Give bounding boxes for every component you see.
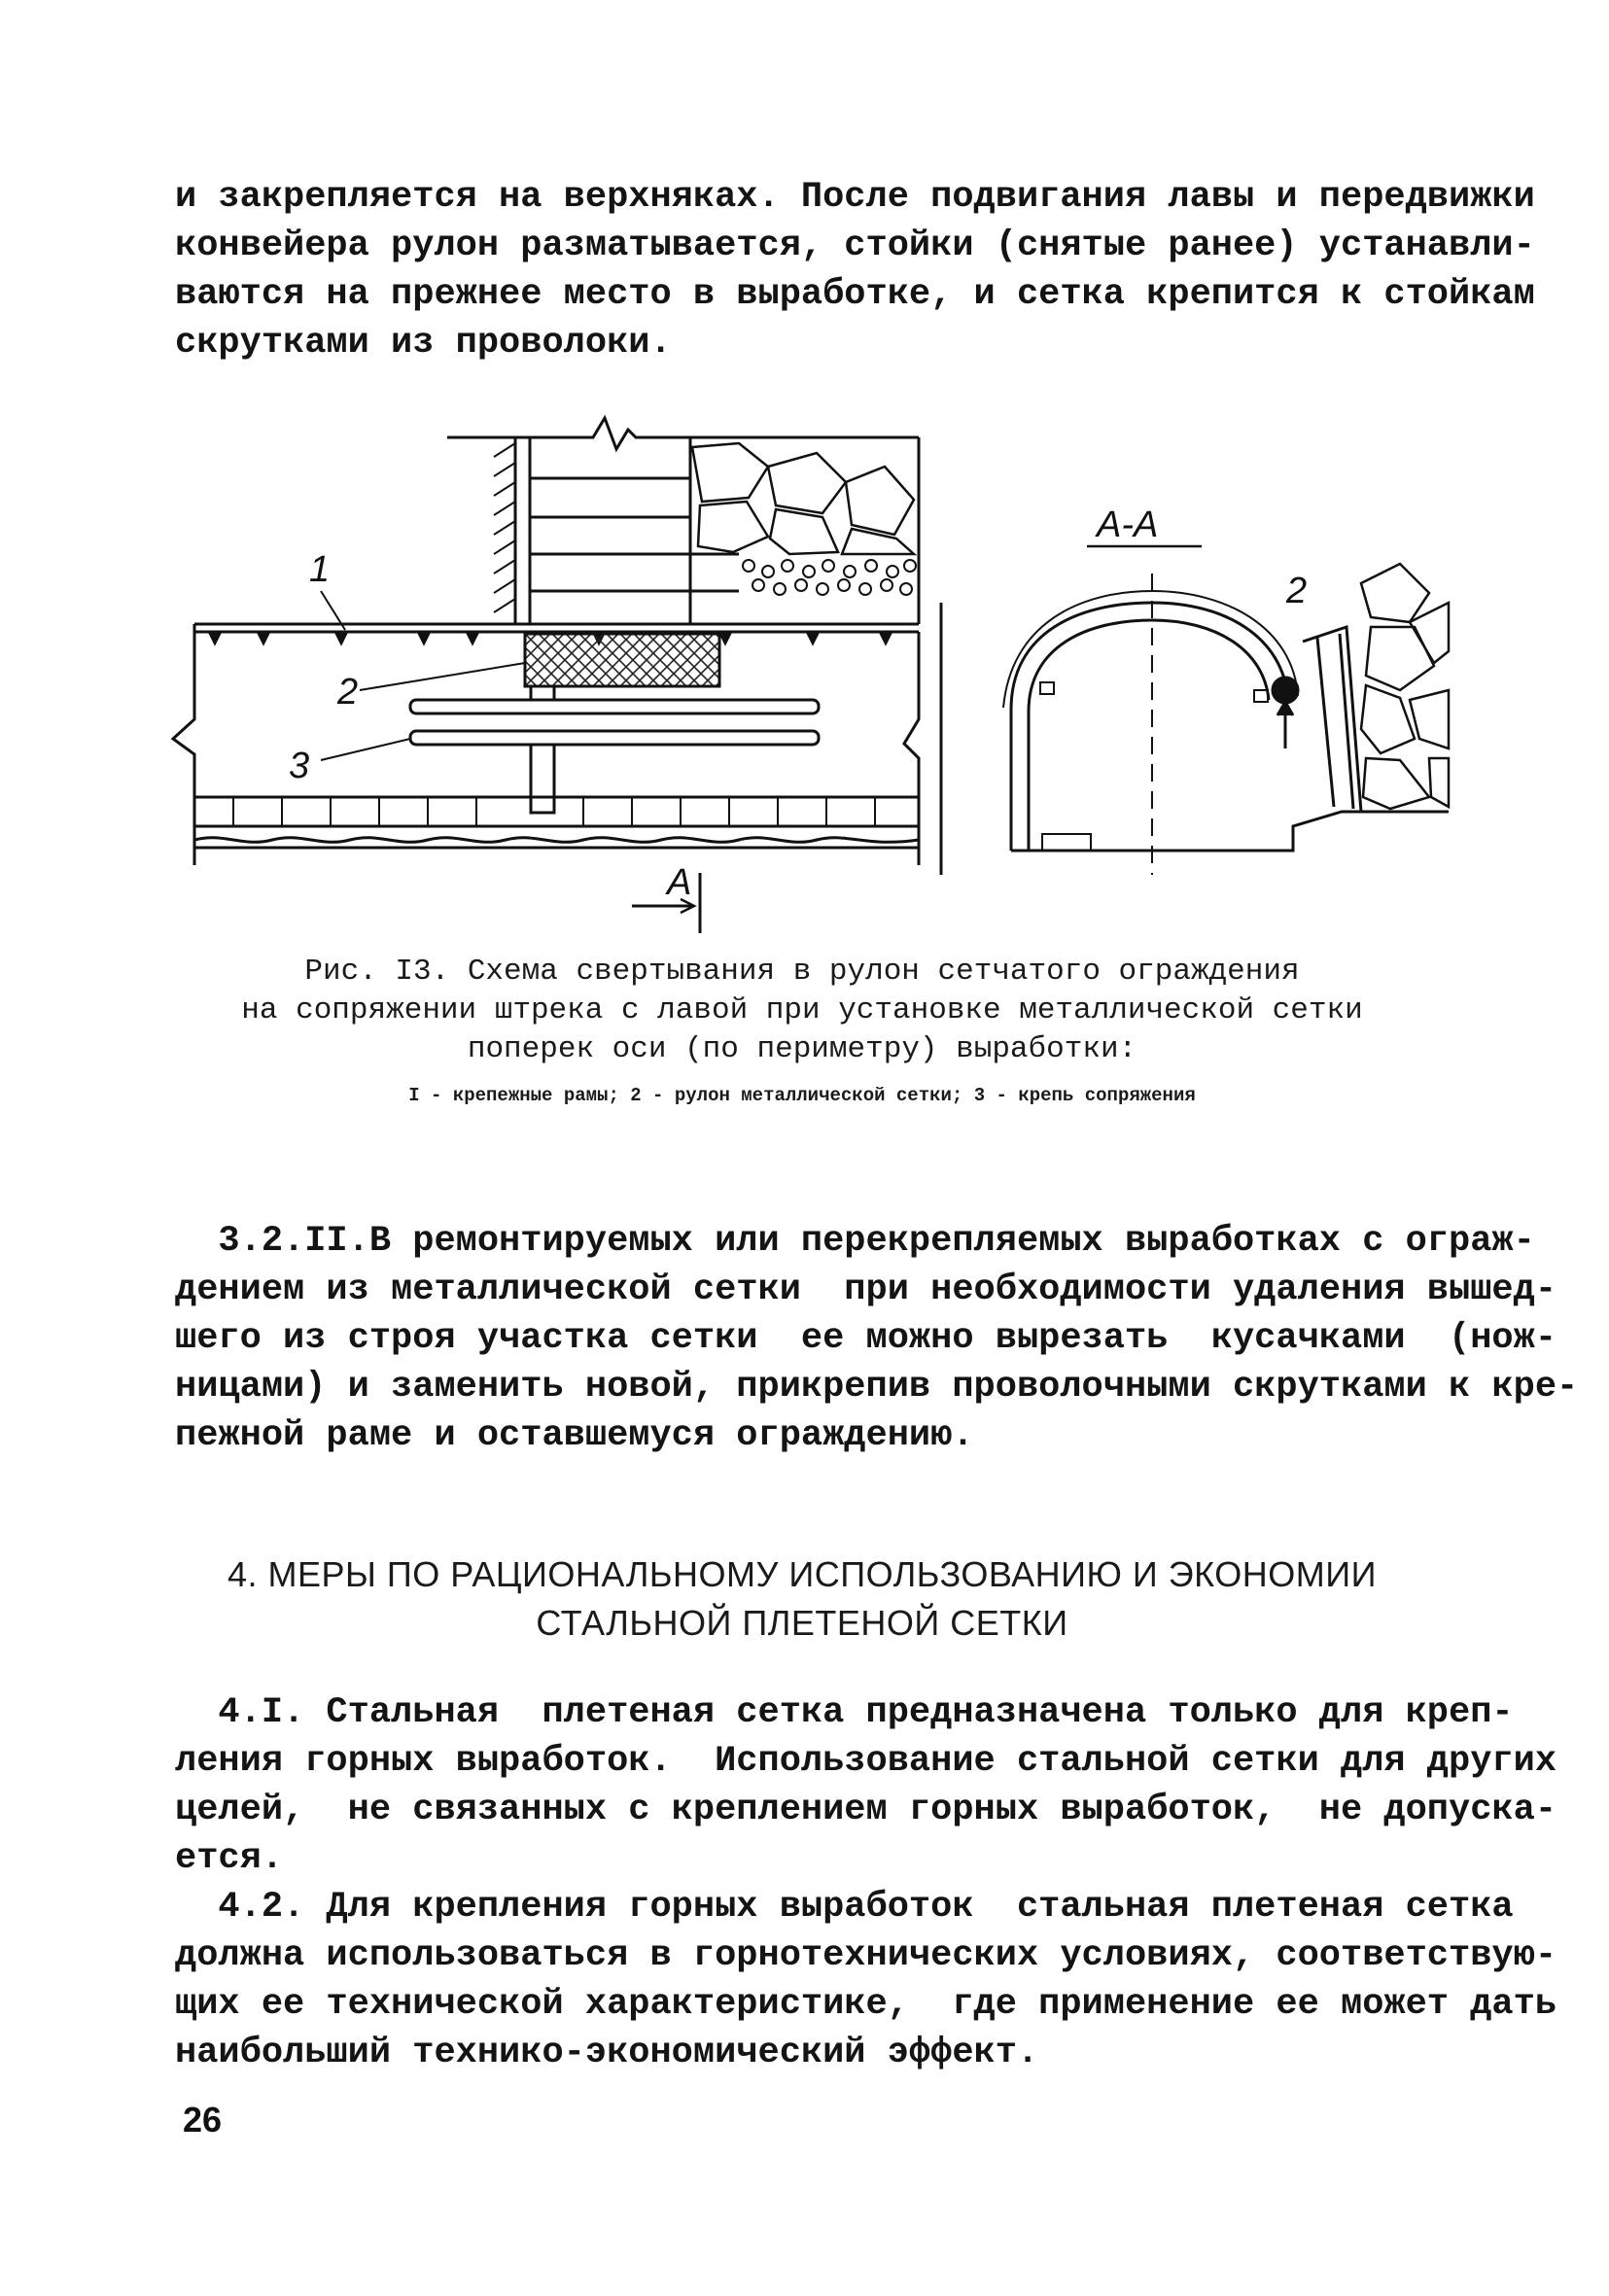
text-line: щих ее технической характеристике, где применение ее может дать — [175, 1984, 1557, 2025]
text-line: конвейера рулон разматывается, стойки (снятые ранее) устанавли- — [175, 226, 1535, 266]
heading-line: 4. МЕРЫ ПО РАЦИОНАЛЬНОМУ ИСПОЛЬЗОВАНИЮ И ЭКОНОМИИ — [227, 1554, 1377, 1594]
plan-view — [173, 418, 919, 933]
paragraph-4-2 — [175, 1883, 1557, 2077]
figure-legend: I - крепежные рамы; 2 - рулон металлической сетки; 3 - крепь сопряжения — [408, 1085, 1196, 1106]
label-section-title: А-А — [1097, 504, 1159, 545]
page-number: 26 — [183, 2100, 223, 2139]
caption-line: Рис. I3. Схема свертывания в рулон сетчатого ограждения — [304, 955, 1300, 989]
text-line: ется. — [175, 1838, 284, 1879]
figure-caption — [175, 953, 1429, 1110]
section-heading — [175, 1550, 1429, 1648]
text-line: 3.2.II.В ремонтируемых или перекрепляемых выработках с ограж- — [175, 1221, 1535, 1262]
section-view — [941, 546, 1449, 875]
caption-line: поперек оси (по периметру) выработки: — [467, 1032, 1137, 1066]
text-line: дением из металлической сетки при необходимости удаления вышед- — [175, 1270, 1557, 1310]
text-line: ления горных выработок. Использование стальной сетки для других — [175, 1741, 1557, 1782]
top-paragraph — [175, 173, 1535, 367]
label-roll: 2 — [337, 672, 359, 713]
text-line: скрутками из проволоки. — [175, 323, 672, 364]
text-line: ваются на прежнее место в выработке, и сетка крепится к стойкам — [175, 274, 1535, 315]
label-support: 3 — [289, 746, 310, 786]
label-section-mark: А — [667, 862, 692, 903]
text-line: 4.I. Стальная плетеная сетка предназначена только для креп- — [175, 1692, 1514, 1733]
text-line: наибольший технико-экономический эффект. — [175, 2033, 1039, 2073]
label-frame: 1 — [309, 549, 331, 590]
text-line: и закрепляется на верхняках. После подвигания лавы и передвижки — [175, 177, 1535, 218]
heading-line: СТАЛЬНОЙ ПЛЕТЕНОЙ СЕТКИ — [536, 1603, 1068, 1643]
text-line: ницами) и заменить новой, прикрепив проволочными скрутками к кре- — [175, 1367, 1579, 1408]
label-roll-section: 2 — [1286, 571, 1308, 611]
text-line: должна использоваться в горнотехнических условиях, соответствую- — [175, 1935, 1557, 1976]
text-line: 4.2. Для крепления горных выработок стальная плетеная сетка — [175, 1887, 1514, 1928]
paragraph-4-1 — [175, 1688, 1557, 1883]
text-line: пежной раме и оставшемуся ограждению. — [175, 1415, 974, 1456]
text-line: шего из строя участка сетки ее можно вырезать кусачками (нож- — [175, 1318, 1557, 1359]
paragraph-3-2-11 — [175, 1217, 1579, 1460]
caption-line: на сопряжении штрека с лавой при установке металлической сетки — [241, 993, 1363, 1027]
text-line: целей, не связанных с креплением горных выработок, не допуска- — [175, 1790, 1557, 1830]
